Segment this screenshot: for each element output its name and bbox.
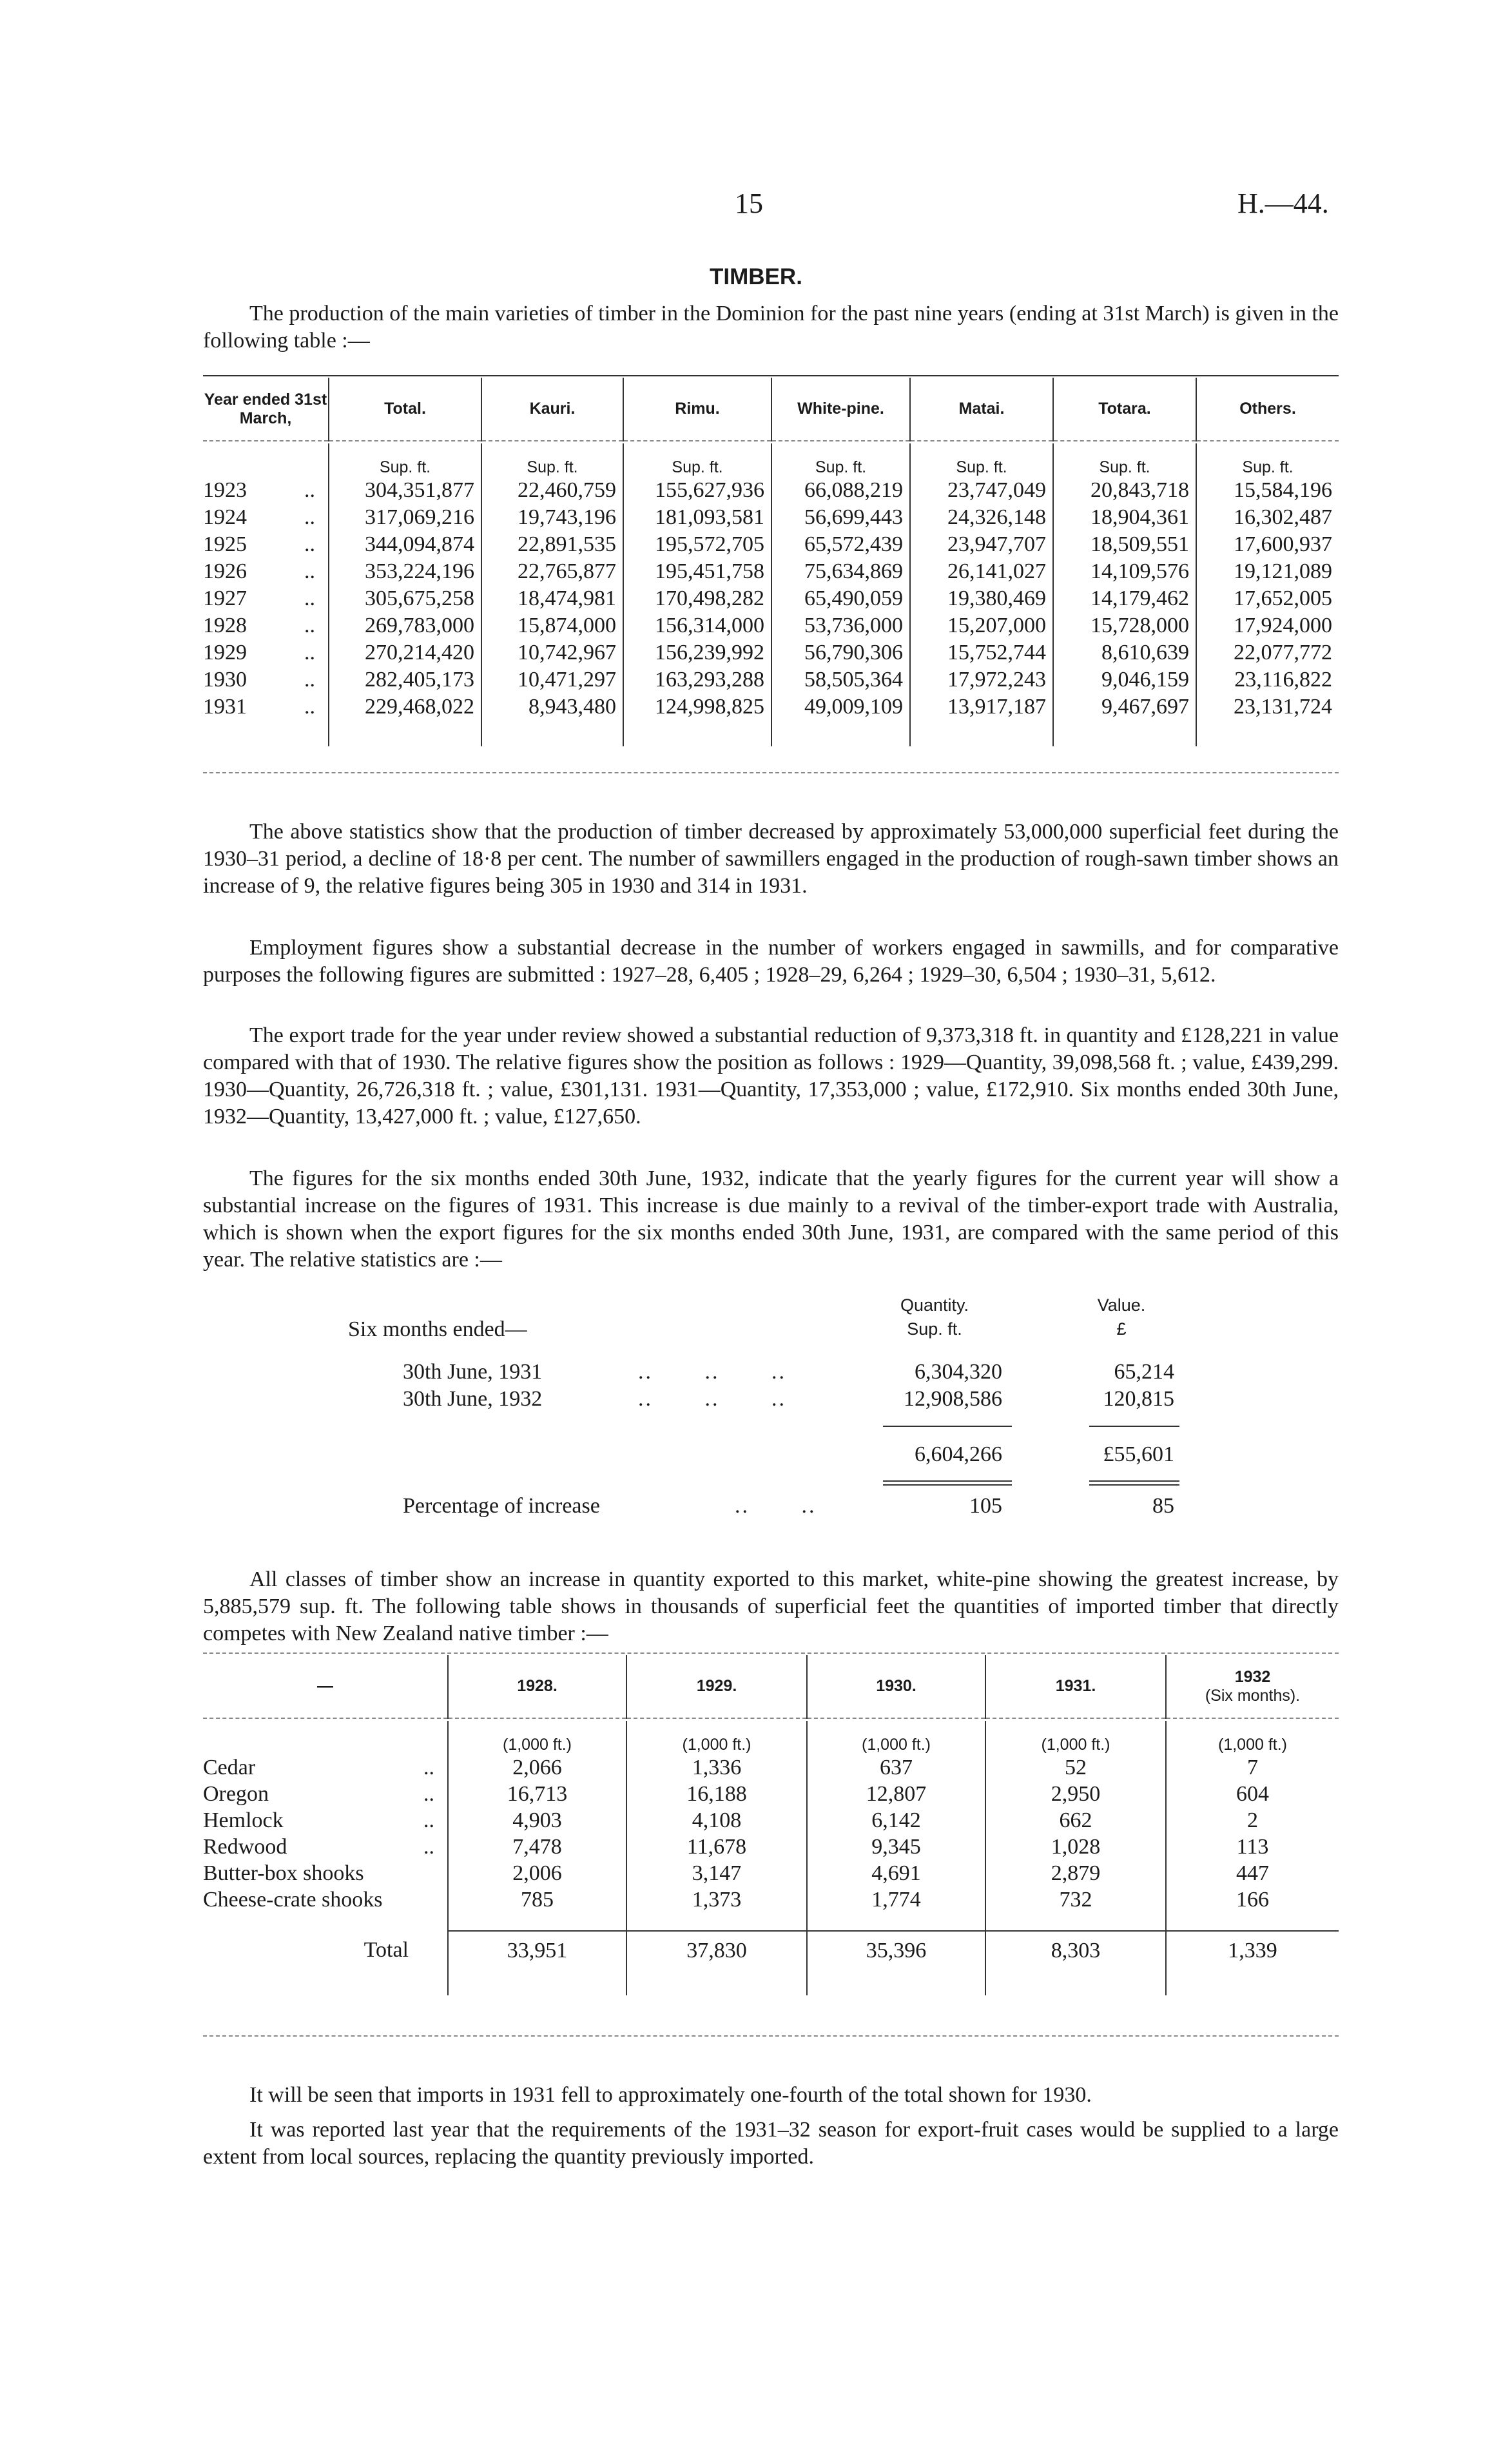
table-cell: 2,879 — [985, 1860, 1166, 1886]
year-cell: 1928 — [203, 614, 247, 637]
total-1928: 33,951 — [448, 1931, 626, 1970]
table-row — [203, 1860, 1339, 1886]
table-cell: 23,116,822 — [1196, 666, 1339, 693]
table-cell: 155,627,936 — [623, 477, 771, 504]
leader-dots: .. — [423, 1755, 434, 1779]
table-cell: 75,634,869 — [771, 558, 910, 585]
table-cell: 19,380,469 — [910, 585, 1053, 612]
col-header-total: Total. — [329, 378, 481, 441]
table-cell: 2,006 — [448, 1860, 626, 1886]
table-cell: 181,093,581 — [623, 504, 771, 531]
value-1932: 120,815 — [1103, 1387, 1174, 1411]
leader-dots: .. — [304, 695, 315, 719]
percentage-quantity: 105 — [969, 1494, 1002, 1518]
table-cell: 344,094,874 — [329, 531, 481, 558]
table-cell: 7 — [1166, 1754, 1339, 1781]
col-header-1932-note: (Six months). — [1205, 1686, 1301, 1705]
col-header-1931: 1931. — [985, 1655, 1166, 1718]
table-cell: 23,947,707 — [910, 531, 1053, 558]
table-cell: 17,972,243 — [910, 666, 1053, 693]
year-cell: 1929 — [203, 641, 247, 664]
table-cell: 269,783,000 — [329, 612, 481, 639]
table-row — [203, 666, 1339, 693]
table-cell: 113 — [1166, 1834, 1339, 1860]
unit-1929: (1,000 ft.) — [626, 1721, 807, 1754]
unit-white-pine: Sup. ft. — [771, 443, 910, 477]
table-row — [203, 1886, 1339, 1913]
table-cell: 166 — [1166, 1886, 1339, 1913]
table-cell: 22,891,535 — [481, 531, 623, 558]
unit-kauri: Sup. ft. — [481, 443, 623, 477]
table-cell: 23,747,049 — [910, 477, 1053, 504]
table-row — [203, 1754, 1339, 1781]
leader-dots: .. — [423, 1781, 434, 1806]
leader-dots: .. — [304, 532, 315, 556]
total-1930: 35,396 — [807, 1931, 985, 1970]
table-cell: 22,077,772 — [1196, 639, 1339, 666]
table-cell: 19,121,089 — [1196, 558, 1339, 585]
table-cell: 11,678 — [626, 1834, 807, 1860]
imports-corner-dash: — — [317, 1677, 333, 1695]
table-cell: 195,572,705 — [623, 531, 771, 558]
table-cell: 229,468,022 — [329, 693, 481, 721]
unit-others: Sup. ft. — [1196, 443, 1339, 477]
table-cell: 52 — [985, 1754, 1166, 1781]
table-cell: 16,188 — [626, 1781, 807, 1807]
unit-totara: Sup. ft. — [1053, 443, 1196, 477]
table-cell: 156,239,992 — [623, 639, 771, 666]
table-cell: 156,314,000 — [623, 612, 771, 639]
table-cell: 17,600,937 — [1196, 531, 1339, 558]
table-cell: 56,790,306 — [771, 639, 910, 666]
quantity-double-rule-2 — [883, 1484, 1012, 1486]
table-cell: 18,904,361 — [1053, 504, 1196, 531]
imports-bottom-rule — [203, 2035, 1339, 2037]
unit-rimu: Sup. ft. — [623, 443, 771, 477]
quantity-1932: 12,908,586 — [904, 1387, 1002, 1411]
production-table — [203, 378, 1339, 746]
table-row — [203, 585, 1339, 612]
quantity-sum-rule — [883, 1426, 1012, 1427]
value-sum-rule — [1089, 1426, 1179, 1427]
imports-top-rule — [203, 1652, 1339, 1654]
table-cell: 15,584,196 — [1196, 477, 1339, 504]
table-row — [203, 693, 1339, 721]
period-1931: 30th June, 1931 — [403, 1360, 543, 1384]
table-cell: 9,046,159 — [1053, 666, 1196, 693]
table-cell: 17,924,000 — [1196, 612, 1339, 639]
table-cell: 12,807 — [807, 1781, 985, 1807]
unit-1932: (1,000 ft.) — [1166, 1721, 1339, 1754]
leader-dots: .. — [304, 505, 315, 529]
table-cell: 170,498,282 — [623, 585, 771, 612]
percentage-label: Percentage of increase — [403, 1494, 600, 1518]
table-cell: 15,207,000 — [910, 612, 1053, 639]
section-title: TIMBER. — [710, 264, 802, 289]
table-cell: 3,147 — [626, 1860, 807, 1886]
production-unit-row — [203, 443, 1339, 477]
value-unit: £ — [1116, 1319, 1127, 1339]
table-cell: 785 — [448, 1886, 626, 1913]
year-cell: 1923 — [203, 478, 247, 502]
quantity-1931: 6,304,320 — [915, 1360, 1002, 1384]
value-1931: 65,214 — [1114, 1360, 1174, 1384]
table-row — [203, 612, 1339, 639]
total-1929: 37,830 — [626, 1931, 807, 1970]
table-cell: 662 — [985, 1807, 1166, 1834]
leader-dots: .. — [304, 478, 315, 502]
table-cell: 124,998,825 — [623, 693, 771, 721]
table-cell: 6,142 — [807, 1807, 985, 1834]
leader-dots: .. — [423, 1834, 434, 1859]
col-header-1930: 1930. — [807, 1655, 985, 1718]
table-cell: 7,478 — [448, 1834, 626, 1860]
imports-total-row — [203, 1931, 1339, 1970]
table-cell: 4,108 — [626, 1807, 807, 1834]
six-months-label: Six months ended— — [348, 1317, 527, 1341]
value-double-rule-1 — [1089, 1480, 1179, 1482]
table-cell: 195,451,758 — [623, 558, 771, 585]
table-cell: 282,405,173 — [329, 666, 481, 693]
table-cell: 65,490,059 — [771, 585, 910, 612]
timber-type: Butter-box shooks — [203, 1861, 364, 1885]
col-header-1932 — [1166, 1655, 1339, 1718]
year-cell: 1925 — [203, 532, 247, 556]
table-cell: 26,141,027 — [910, 558, 1053, 585]
table-row — [203, 639, 1339, 666]
paragraph-3: The export trade for the year under review showed a substantial reduction of 9,373,318 ft. in quantity and £128,221 in value compared with that of 1930. The relative figures show the position as follows : 1929—Quantity, 39,098,568 ft. ; value, £439,299. 1930—Quantity, 26,726,318 ft. ; value, £301,131. 1931—Quantity, 17,353,000 ; value, £172,910. Six months ended 30th June, 1932—Quantity, 13,427,000 ft. ; value, £127,650. — [203, 1023, 1339, 1129]
table-cell: 1,336 — [626, 1754, 807, 1781]
table-cell: 13,917,187 — [910, 693, 1053, 721]
table-cell: 4,691 — [807, 1860, 985, 1886]
table-cell: 15,752,744 — [910, 639, 1053, 666]
timber-type: Cheese-crate shooks — [203, 1887, 383, 1912]
table-row — [203, 504, 1339, 531]
quantity-double-rule-1 — [883, 1480, 1012, 1482]
year-cell: 1931 — [203, 695, 247, 719]
table-cell: 14,179,462 — [1053, 585, 1196, 612]
table-cell: 447 — [1166, 1860, 1339, 1886]
paragraph-2: Employment figures show a substantial decrease in the number of workers engaged in sawmills, and for comparative purposes the following figures are submitted : 1927–28, 6,405 ; 1928–29, 6,264 ; 1929–30, 6,504 ; 1930–31, 5,612. — [203, 936, 1339, 987]
imports-header-row — [203, 1655, 1339, 1718]
unit-1931: (1,000 ft.) — [985, 1721, 1166, 1754]
paragraph-4: The figures for the six months ended 30th June, 1932, indicate that the yearly figures for the current year will show a substantial increase on the figures of 1931. This increase is due mainly to a revival of the timber-export trade with Australia, which is shown when the export figures for the six months ended 30th June, 1931, are compared with the same period of this year. The relative statistics are :— — [203, 1167, 1339, 1272]
table-row — [203, 1807, 1339, 1834]
table-cell: 15,728,000 — [1053, 612, 1196, 639]
timber-type: Cedar — [203, 1755, 256, 1779]
table-cell: 2 — [1166, 1807, 1339, 1834]
difference-value: £55,601 — [1103, 1442, 1174, 1466]
total-label: Total — [363, 1938, 409, 1962]
col-header-1932-year: 1932 — [1234, 1667, 1271, 1686]
production-header-row — [203, 378, 1339, 441]
table-bottom-rule — [203, 772, 1339, 773]
document-reference: H.—44. — [1237, 188, 1329, 219]
leader-dots-1931: .. .. .. — [638, 1360, 786, 1384]
col-header-year: Year ended 31st March, — [204, 390, 327, 427]
table-cell: 56,699,443 — [771, 504, 910, 531]
table-cell: 4,903 — [448, 1807, 626, 1834]
percentage-value: 85 — [1152, 1494, 1174, 1518]
table-cell: 17,652,005 — [1196, 585, 1339, 612]
table-cell: 65,572,439 — [771, 531, 910, 558]
year-cell: 1930 — [203, 668, 247, 692]
leader-dots: .. — [304, 614, 315, 637]
timber-type: Hemlock — [203, 1808, 284, 1832]
leader-dots: .. — [304, 641, 315, 664]
table-top-rule — [203, 375, 1339, 376]
page-number: 15 — [735, 188, 763, 219]
table-cell: 732 — [985, 1886, 1166, 1913]
imports-table — [203, 1655, 1339, 1995]
timber-type: Oregon — [203, 1781, 269, 1806]
imports-intro: All classes of timber show an increase in quantity exported to this market, white-pine showing the greatest increase, by 5,885,579 sup. ft. The following table shows in thousands of superficial feet the quantities of imported timber that directly competes with New Zealand native timber :— — [203, 1567, 1339, 1645]
table-row — [203, 477, 1339, 504]
table-cell: 14,109,576 — [1053, 558, 1196, 585]
year-cell: 1924 — [203, 505, 247, 529]
timber-type: Redwood — [203, 1834, 287, 1859]
quantity-header: Quantity. — [900, 1295, 969, 1315]
table-cell: 10,742,967 — [481, 639, 623, 666]
table-row — [203, 531, 1339, 558]
table-cell: 22,765,877 — [481, 558, 623, 585]
table-cell: 353,224,196 — [329, 558, 481, 585]
table-cell: 163,293,288 — [623, 666, 771, 693]
table-row — [203, 1834, 1339, 1860]
quantity-unit: Sup. ft. — [907, 1319, 962, 1339]
table-cell: 10,471,297 — [481, 666, 623, 693]
table-cell: 58,505,364 — [771, 666, 910, 693]
table-cell: 19,743,196 — [481, 504, 623, 531]
table-cell: 16,713 — [448, 1781, 626, 1807]
table-cell: 1,028 — [985, 1834, 1166, 1860]
table-cell: 270,214,420 — [329, 639, 481, 666]
col-header-matai: Matai. — [910, 378, 1053, 441]
unit-matai: Sup. ft. — [910, 443, 1053, 477]
leader-dots-percentage: .. .. — [735, 1494, 817, 1518]
value-double-rule-2 — [1089, 1484, 1179, 1486]
table-cell: 9,345 — [807, 1834, 985, 1860]
unit-1930: (1,000 ft.) — [807, 1721, 985, 1754]
value-header: Value. — [1097, 1295, 1146, 1315]
table-cell: 18,474,981 — [481, 585, 623, 612]
table-cell: 2,066 — [448, 1754, 626, 1781]
leader-dots: .. — [304, 668, 315, 692]
table-cell: 604 — [1166, 1781, 1339, 1807]
unit-1928: (1,000 ft.) — [448, 1721, 626, 1754]
table-cell: 49,009,109 — [771, 693, 910, 721]
col-header-kauri: Kauri. — [481, 378, 623, 441]
total-1932: 1,339 — [1166, 1931, 1339, 1970]
table-cell: 305,675,258 — [329, 585, 481, 612]
table-cell: 9,467,697 — [1053, 693, 1196, 721]
paragraph-1: The above statistics show that the production of timber decreased by approximately 53,000,000 superficial feet during the 1930–31 period, a decline of 18·8 per cent. The number of sawmillers engaged in the production of rough-sawn timber shows an increase of 9, the relative figures being 305 in 1930 and 314 in 1931. — [203, 820, 1339, 898]
table-row — [203, 558, 1339, 585]
closing-paragraph-1: It will be seen that imports in 1931 fell to approximately one-fourth of the total shown for 1930. — [249, 2083, 1092, 2107]
year-cell: 1927 — [203, 586, 247, 610]
col-header-1929: 1929. — [626, 1655, 807, 1718]
period-1932: 30th June, 1932 — [403, 1387, 543, 1411]
table-cell: 24,326,148 — [910, 504, 1053, 531]
leader-dots: .. — [423, 1808, 434, 1832]
table-cell: 18,509,551 — [1053, 531, 1196, 558]
col-header-1928: 1928. — [448, 1655, 626, 1718]
col-header-others: Others. — [1196, 378, 1339, 441]
intro-paragraph: The production of the main varieties of timber in the Dominion for the past nine years (ending at 31st March) is given in the following table :— — [203, 302, 1339, 353]
unit-total: Sup. ft. — [329, 443, 481, 477]
closing-paragraph-2: It was reported last year that the requirements of the 1931–32 season for export-fruit cases would be supplied to a large extent from local sources, replacing the quantity previously imported. — [203, 2118, 1339, 2169]
table-row — [203, 1781, 1339, 1807]
table-cell: 66,088,219 — [771, 477, 910, 504]
table-cell: 22,460,759 — [481, 477, 623, 504]
table-cell: 1,774 — [807, 1886, 985, 1913]
leader-dots: .. — [304, 559, 315, 583]
total-1931: 8,303 — [985, 1931, 1166, 1970]
table-cell: 8,610,639 — [1053, 639, 1196, 666]
imports-unit-row — [203, 1721, 1339, 1754]
col-header-white-pine: White-pine. — [771, 378, 910, 441]
table-cell: 23,131,724 — [1196, 693, 1339, 721]
table-cell: 53,736,000 — [771, 612, 910, 639]
table-cell: 20,843,718 — [1053, 477, 1196, 504]
year-cell: 1926 — [203, 559, 247, 583]
col-header-totara: Totara. — [1053, 378, 1196, 441]
table-cell: 637 — [807, 1754, 985, 1781]
table-cell: 15,874,000 — [481, 612, 623, 639]
table-cell: 317,069,216 — [329, 504, 481, 531]
table-cell: 2,950 — [985, 1781, 1166, 1807]
leader-dots: .. — [304, 586, 315, 610]
col-header-rimu: Rimu. — [623, 378, 771, 441]
table-cell: 8,943,480 — [481, 693, 623, 721]
table-cell: 304,351,877 — [329, 477, 481, 504]
table-cell: 16,302,487 — [1196, 504, 1339, 531]
table-cell: 1,373 — [626, 1886, 807, 1913]
difference-quantity: 6,604,266 — [915, 1442, 1002, 1466]
leader-dots-1932: .. .. .. — [638, 1387, 786, 1411]
